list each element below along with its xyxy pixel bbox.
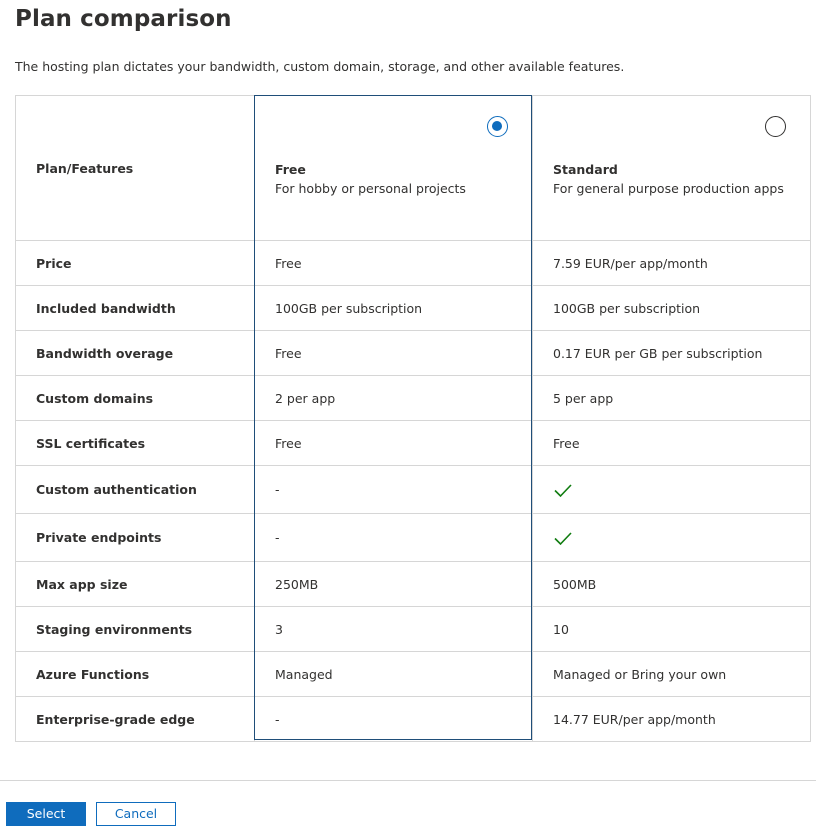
standard-value: 10	[533, 607, 811, 652]
feature-label: Private endpoints	[16, 514, 255, 562]
table-row	[16, 421, 811, 466]
free-value: 250MB	[255, 562, 533, 607]
standard-value: Free	[533, 421, 811, 466]
table-header-row	[16, 96, 811, 241]
table-row	[16, 376, 811, 421]
plan-standard-radio[interactable]	[765, 116, 786, 137]
feature-label: Max app size	[16, 562, 255, 607]
table-row	[16, 331, 811, 376]
feature-label: SSL certificates	[16, 421, 255, 466]
plan-standard-subtitle: For general purpose production apps	[553, 181, 784, 196]
plan-free-subtitle: For hobby or personal projects	[275, 181, 466, 196]
standard-value	[533, 466, 811, 514]
free-value: Managed	[255, 652, 533, 697]
free-value: 2 per app	[255, 376, 533, 421]
free-value: -	[255, 697, 533, 742]
feature-label: Price	[16, 241, 255, 286]
header-label: Plan/Features	[16, 96, 255, 241]
feature-label: Custom authentication	[16, 466, 255, 514]
free-value: -	[255, 466, 533, 514]
standard-value: 7.59 EUR/per app/month	[533, 241, 811, 286]
free-value: 100GB per subscription	[255, 286, 533, 331]
standard-value: 14.77 EUR/per app/month	[533, 697, 811, 742]
free-value: Free	[255, 331, 533, 376]
table-row	[16, 286, 811, 331]
free-value: -	[255, 514, 533, 562]
table-row	[16, 562, 811, 607]
select-button[interactable]: Select	[6, 802, 86, 826]
plan-card-standard[interactable]	[533, 96, 811, 241]
plan-free-name: Free	[275, 162, 306, 177]
plan-free-radio[interactable]	[487, 116, 508, 137]
table-row	[16, 466, 811, 514]
plan-card-free[interactable]	[255, 96, 533, 241]
page-title: Plan comparison	[15, 6, 232, 32]
feature-label: Custom domains	[16, 376, 255, 421]
cancel-button[interactable]: Cancel	[96, 802, 176, 826]
table-row	[16, 607, 811, 652]
table-row	[16, 241, 811, 286]
standard-value: Managed or Bring your own	[533, 652, 811, 697]
checkmark-icon	[553, 528, 573, 548]
feature-label: Azure Functions	[16, 652, 255, 697]
checkmark-icon	[553, 480, 573, 500]
feature-label: Included bandwidth	[16, 286, 255, 331]
page-description: The hosting plan dictates your bandwidth, custom domain, storage, and other available features.	[15, 59, 625, 74]
footer-divider	[0, 780, 816, 781]
free-value: Free	[255, 241, 533, 286]
free-value: Free	[255, 421, 533, 466]
plan-standard-name: Standard	[553, 162, 618, 177]
feature-label: Staging environments	[16, 607, 255, 652]
table-row	[16, 652, 811, 697]
standard-value: 500MB	[533, 562, 811, 607]
free-value: 3	[255, 607, 533, 652]
standard-value: 0.17 EUR per GB per subscription	[533, 331, 811, 376]
table-row	[16, 514, 811, 562]
standard-value	[533, 514, 811, 562]
table-row	[16, 697, 811, 742]
plan-comparison-table	[15, 95, 811, 742]
feature-label: Enterprise-grade edge	[16, 697, 255, 742]
standard-value: 5 per app	[533, 376, 811, 421]
feature-label: Bandwidth overage	[16, 331, 255, 376]
standard-value: 100GB per subscription	[533, 286, 811, 331]
